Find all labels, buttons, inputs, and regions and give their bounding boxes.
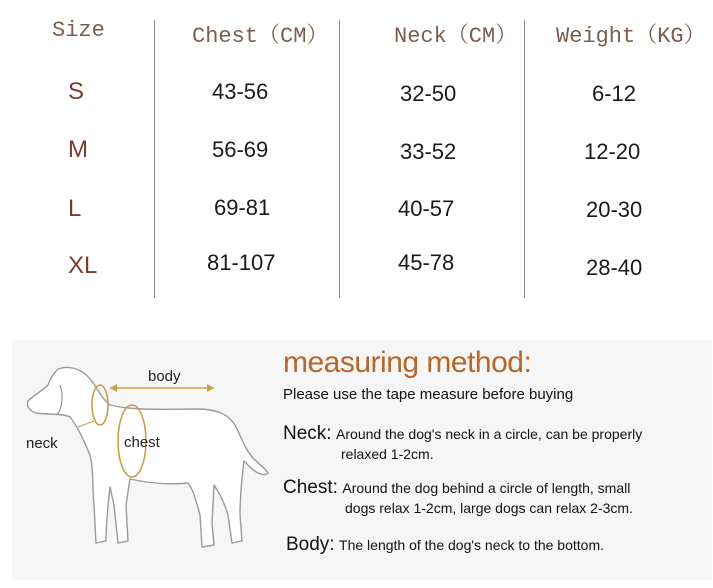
header-weight: Weight（KG） (556, 24, 706, 49)
neck-term: Neck: (283, 423, 332, 444)
chest-m: 56-69 (212, 137, 269, 162)
neck-desc-line1: Around the dog's neck in a circle, can be properly (336, 426, 643, 442)
column-divider (154, 20, 155, 298)
size-l: L (68, 195, 82, 222)
chest-l: 69-81 (214, 195, 271, 220)
column-divider (339, 20, 340, 298)
method-intro: Please use the tape measure before buying (283, 386, 574, 403)
weight-m: 12-20 (584, 139, 641, 164)
header-size: Size (52, 18, 105, 43)
size-xl: XL (68, 252, 98, 279)
body-instruction (286, 534, 604, 556)
header-chest: Chest（CM） (192, 24, 329, 49)
body-desc-line1: The length of the dog's neck to the bottom. (339, 537, 605, 553)
weight-xl: 28-40 (586, 255, 643, 280)
arrow-right-icon (207, 384, 214, 392)
body-term: Body: (286, 534, 335, 555)
neck-desc-line2: relaxed 1-2cm. (341, 446, 434, 462)
method-title: measuring method: (283, 346, 532, 379)
neck-s: 32-50 (400, 81, 457, 106)
header-neck: Neck（CM） (394, 24, 518, 49)
neck-label: neck (26, 435, 58, 452)
chest-term: Chest: (283, 477, 338, 498)
chest-label: chest (124, 434, 160, 451)
body-label: body (148, 368, 181, 385)
neck-xl: 45-78 (398, 250, 455, 275)
neck-instruction (283, 423, 642, 445)
chest-desc-line1: Around the dog behind a circle of length, small (342, 480, 631, 496)
size-s: S (68, 78, 85, 105)
chest-desc-line2: dogs relax 1-2cm, large dogs can relax 2-3cm. (345, 500, 633, 516)
weight-l: 20-30 (586, 197, 643, 222)
dog-silhouette (27, 367, 268, 547)
size-m: M (68, 136, 88, 163)
chest-s: 43-56 (212, 79, 269, 104)
weight-s: 6-12 (592, 81, 637, 106)
column-divider (524, 20, 525, 298)
neck-l: 40-57 (398, 196, 455, 221)
arrow-left-icon (110, 384, 117, 392)
dog-diagram (18, 355, 273, 555)
chest-xl: 81-107 (207, 250, 276, 275)
chest-instruction (283, 477, 630, 499)
neck-m: 33-52 (400, 139, 457, 164)
